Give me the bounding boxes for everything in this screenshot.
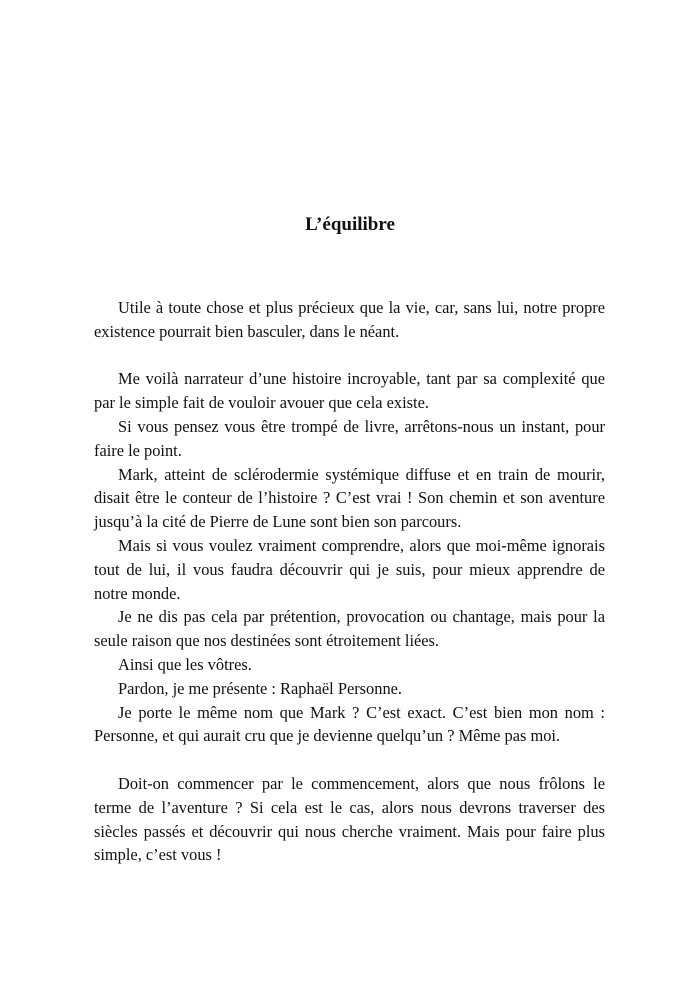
paragraph: Mark, atteint de sclérodermie systémique diffuse et en train de mourir, disait être le conteur de l’histoire ? C’est vrai ! Son chemin et son aventure jusqu’à la cité de Pierre de Lune sont bien son parcours. (94, 464, 605, 532)
chapter-title: L’équilibre (305, 213, 395, 235)
paragraph: Me voilà narrateur d’une histoire incroyable, tant par sa complexité que par le simple fait de vouloir avouer que cela existe. (94, 369, 605, 413)
paragraph: Ainsi que les vôtres. (118, 654, 252, 674)
paragraph: Si vous pensez vous être trompé de livre, arrêtons-nous un instant, pour faire le point. (94, 416, 605, 460)
paragraph: Mais si vous voulez vraiment comprendre, alors que moi-même ignorais tout de lui, il vous faudra découvrir qui je suis, pour mieux apprendre de notre monde. (94, 535, 605, 603)
paragraph: Pardon, je me présente : Raphaël Personne. (118, 678, 403, 698)
paragraph: Je porte le même nom que Mark ? C’est exact. C’est bien mon nom : Personne, et qui aurait cru que je devienne quelqu’un ? Même pas moi. (94, 702, 605, 746)
chapter-body (94, 296, 605, 867)
paragraph: Doit-on commencer par le commencement, alors que nous frôlons le terme de l’aventure ? Si cela est le cas, alors nous devrons traverser des siècles passés et découvrir qui nous cherche vraiment. Mais pour faire plus simple, c’est vous ! (94, 773, 605, 865)
paragraph: Utile à toute chose et plus précieux que la vie, car, sans lui, notre propre existence pourrait bien basculer, dans le néant. (94, 298, 605, 341)
paragraph: Je ne dis pas cela par prétention, provocation ou chantage, mais pour la seule raison que nos destinées sont étroitement liées. (94, 607, 605, 651)
